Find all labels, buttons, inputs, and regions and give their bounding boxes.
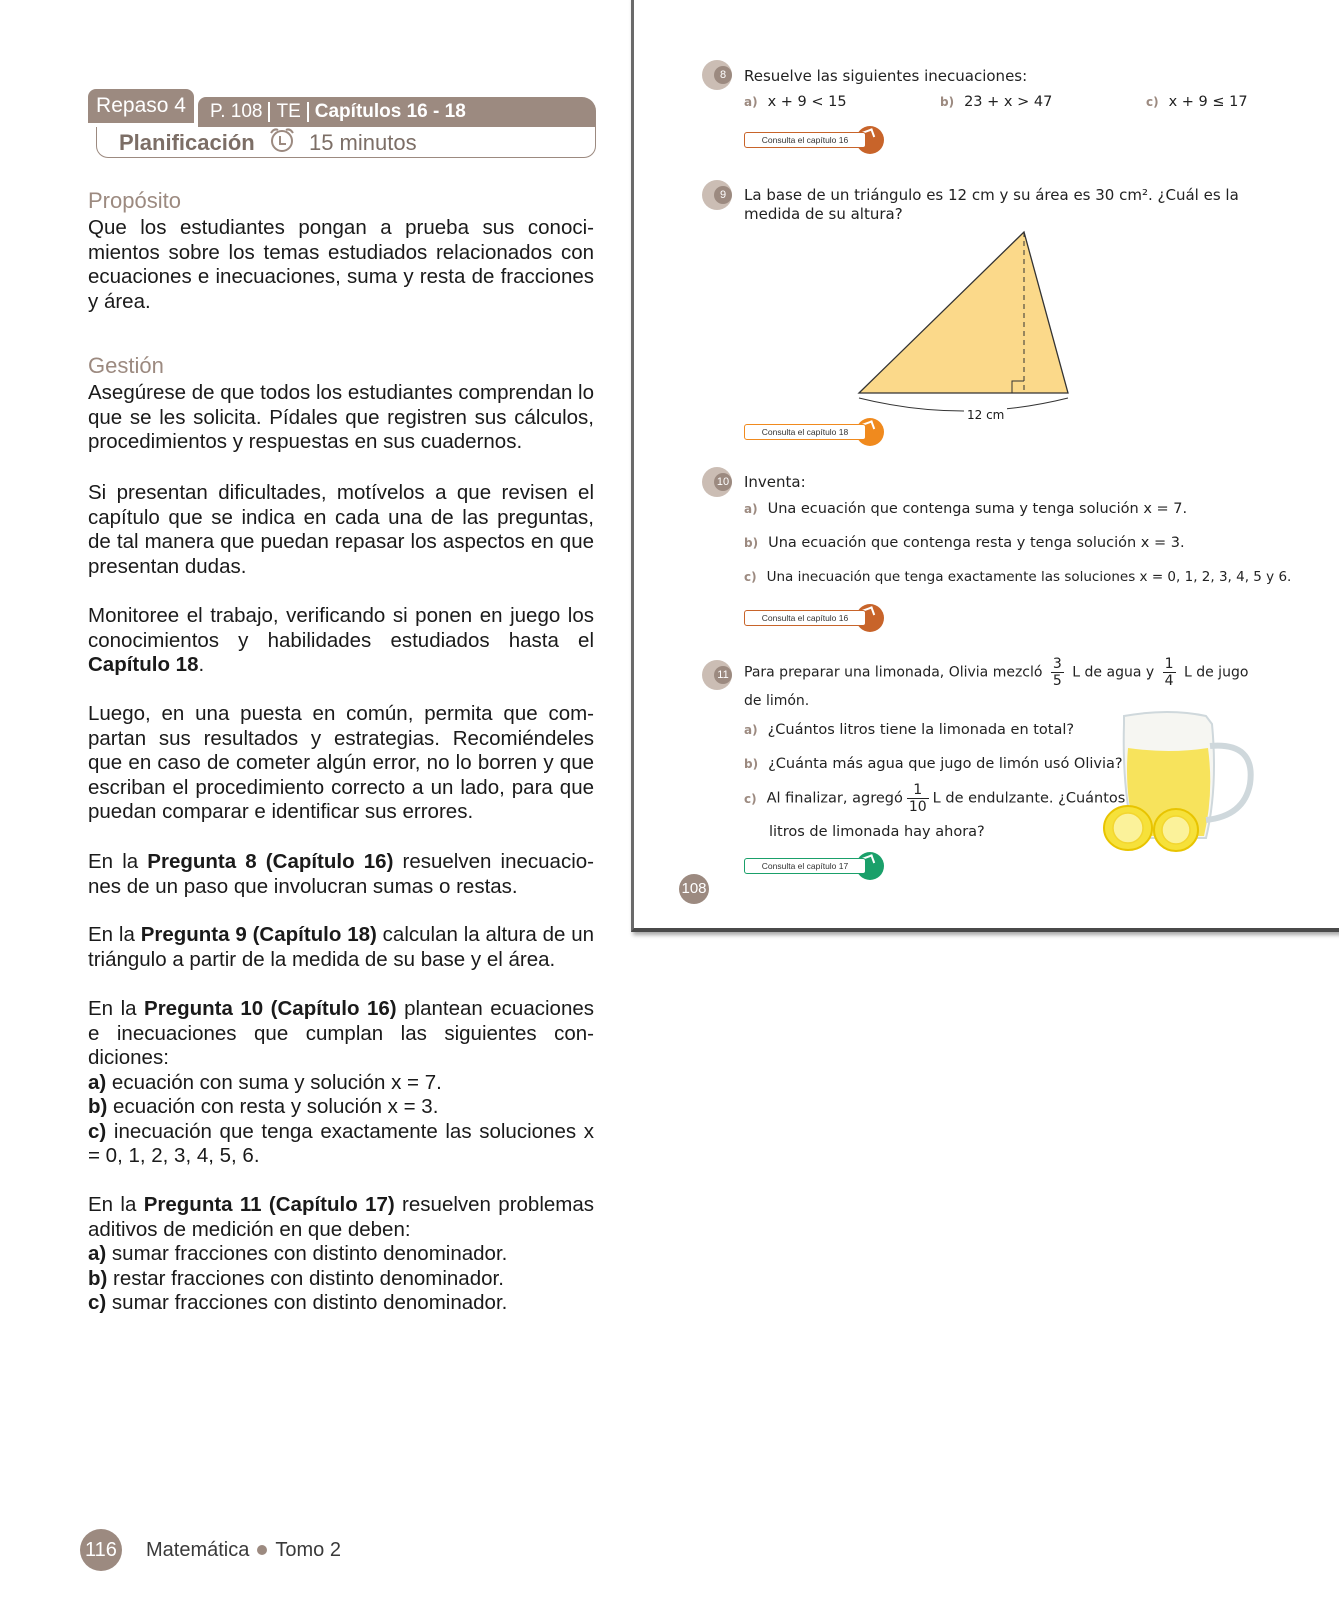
page-number: 116 (80, 1529, 122, 1571)
student-page-thumbnail (631, 0, 1339, 932)
question-number-11 (702, 660, 732, 690)
triangle-shape (859, 232, 1068, 393)
planning-bar (96, 127, 596, 158)
text: plantean ecuaciones e inecuaciones que cumplan las siguientes condiciones: (88, 997, 594, 1069)
item-letter: c) (744, 570, 757, 584)
bullet-dot (257, 1545, 267, 1555)
q9-text: La base de un triángulo es 12 cm y su área es 30 cm². ¿Cuál es la medida de su altura? (744, 186, 1239, 223)
volume: Tomo 2 (275, 1538, 341, 1561)
q10-item-a (744, 501, 1187, 517)
text: Monitoree el trabajo, verificando si ponen en juego los conocimientos y habilidades estudiados hasta el (88, 604, 594, 652)
item-text: sumar fracciones con distinto denominador. (106, 1291, 508, 1314)
footer-title (146, 1539, 341, 1562)
item-label: b) (88, 1266, 108, 1290)
gestion-title: Gestión (88, 353, 164, 378)
q11-item-a (744, 722, 1074, 738)
consulta-capitulo-18-badge (744, 422, 884, 442)
q11-text-line2: de limón. (744, 693, 810, 709)
item-label: b) (88, 1095, 108, 1118)
item-letter: a) (744, 723, 758, 737)
item-text: Una ecuación que contenga resta y tenga solución x = 3. (768, 535, 1185, 551)
denominator: 4 (1164, 673, 1174, 689)
denominator: 5 (1052, 673, 1062, 689)
item-label: c) (88, 1119, 107, 1143)
q10-text: Inventa: (744, 473, 806, 491)
chapter-header (88, 89, 596, 161)
subject: Matemática (146, 1538, 250, 1561)
item-letter: a) (744, 95, 758, 109)
bold-text: Pregunta 9 (Capítulo 18) (140, 923, 377, 946)
repaso-tab: Repaso 4 (88, 89, 194, 123)
fraction (907, 782, 929, 815)
q8-item-c (1146, 94, 1248, 110)
item-text: ¿Cuánta más agua que jugo de limón usó Olivia? (768, 756, 1123, 772)
text: resuelven problemas aditivos de medición en que deben: (88, 1193, 595, 1241)
fraction (1051, 656, 1064, 689)
item-letter: b) (744, 536, 759, 550)
text: En la (88, 923, 141, 946)
gestion-paragraph-6 (88, 923, 594, 972)
gestion-paragraph-5 (88, 850, 594, 899)
item-text: Al finalizar, agregó (766, 790, 903, 807)
consulta-label: Consulta el capítulo 16 (744, 132, 866, 148)
gestion-paragraph-8 (88, 1193, 594, 1316)
consulta-capitulo-16-badge (744, 130, 884, 150)
bold-text: Pregunta 11 (Capítulo 17) (143, 1193, 395, 1216)
bold-text: Pregunta 10 (Capítulo 16) (144, 997, 397, 1020)
consulta-capitulo-16-badge (744, 608, 884, 628)
text: resuelven inecuaciones de un paso que involucran sumas o restas. (88, 850, 594, 898)
item-text: L de endulzante. ¿Cuántos (932, 790, 1126, 807)
header-bar (198, 97, 596, 127)
separator (268, 102, 270, 122)
item-text: 23 + x > 47 (964, 94, 1053, 110)
item-letter: b) (940, 95, 955, 109)
bold-text: Capítulo 18 (88, 653, 199, 676)
lemonade-jug-illustration (1094, 708, 1264, 858)
text: En la (88, 1193, 144, 1216)
text: L de jugo (1183, 664, 1249, 681)
question-number-10 (702, 467, 732, 497)
item-text: sumar fracciones con distinto denominador. (106, 1242, 508, 1265)
q11-text (744, 656, 1248, 689)
numerator: 1 (907, 782, 929, 799)
text: Para preparar una limonada, Olivia mezcló (744, 664, 1043, 681)
item-label: a) (88, 1242, 107, 1265)
item-text: ¿Cuántos litros tiene la limonada en total? (767, 722, 1075, 738)
question-number-9 (702, 180, 732, 210)
q8-item-b (940, 94, 1052, 110)
numerator: 1 (1164, 656, 1174, 672)
gestion-paragraph-1: Asegúrese de que todos los estudiantes comprendan lo que se les solicita. Pídales que registren sus cálculos, procedimientos y respuestas en sus cuadernos. (88, 381, 595, 453)
te-label: TE (276, 101, 301, 122)
proposito-text: Que los estudiantes pongan a prueba sus conocimientos sobre los temas estudiados relacionados con ecuaciones e inecuaciones, suma y resta de fracciones y área. (88, 216, 594, 313)
q8-item-a (744, 94, 847, 110)
item-text: Una ecuación que contenga suma y tenga solución x = 7. (767, 501, 1188, 517)
item-letter: b) (744, 757, 759, 771)
text: En la (88, 997, 145, 1020)
q10-item-b (744, 535, 1185, 551)
consulta-label: Consulta el capítulo 16 (744, 610, 866, 626)
consulta-capitulo-17-badge (744, 856, 884, 876)
consulta-label: Consulta el capítulo 18 (744, 424, 866, 440)
numerator: 3 (1052, 656, 1062, 672)
plan-time: 15 minutos (308, 129, 417, 155)
base-label: 12 cm (964, 408, 1007, 422)
q8-text: Resuelve las siguientes inecuaciones: (744, 67, 1028, 85)
gestion-paragraph-4: Luego, en una puesta en común, permita que compartan sus resultados y estrategias. Recomiéndeles que en caso de cometer algún error, no lo borren y que escriban el procedimiento correcto a un lado, para que puedan comparar e identificar sus errores. (88, 702, 594, 823)
q11-item-c-line2: litros de limonada hay ahora? (769, 824, 985, 840)
number: 9 (714, 186, 732, 204)
q10-item-c (744, 569, 1291, 585)
item-letter: a) (744, 502, 758, 516)
text: L de agua y (1072, 664, 1155, 681)
text: En la (88, 850, 148, 873)
alarm-clock-icon (267, 127, 297, 161)
bold-text: Pregunta 8 (Capítulo 16) (147, 850, 394, 873)
lemon-slice (1162, 816, 1190, 844)
separator (307, 102, 309, 122)
item-text: Una inecuación que tenga exactamente las soluciones x = 0, 1, 2, 3, 4, 5 y 6. (766, 569, 1292, 585)
student-page-number: 108 (679, 874, 709, 904)
question-number-8 (702, 60, 732, 90)
page-ref: P. 108 (210, 101, 263, 122)
item-letter: c) (1146, 95, 1159, 109)
item-label: c) (88, 1291, 107, 1314)
lemon-slice (1113, 813, 1143, 843)
page-footer (80, 1530, 341, 1570)
item-letter: c) (744, 791, 757, 806)
item-text: restar fracciones con distinto denominador. (107, 1266, 504, 1290)
fraction (1163, 656, 1176, 689)
gestion-paragraph-3 (88, 604, 594, 678)
gestion-paragraph-2: Si presentan dificultades, motívelos a que revisen el capítulo que se indica en cada una de las preguntas, de tal manera que puedan repasar los aspectos en que presentan dudas. (88, 481, 594, 578)
number: 10 (714, 473, 732, 491)
denominator: 10 (908, 799, 927, 815)
number: 11 (714, 666, 732, 684)
q11-item-b (744, 756, 1123, 772)
item-text: ecuación con suma y solución x = 7. (106, 1070, 442, 1094)
chapters-label: Capítulos 16 - 18 (314, 101, 466, 122)
text: . (198, 653, 205, 676)
proposito-title: Propósito (88, 188, 181, 213)
text: calculan la altura de un triángulo a partir de la medida de su base y el área. (88, 923, 595, 971)
number: 8 (714, 66, 732, 84)
plan-title: Planificación (119, 129, 255, 155)
gestion-paragraph-7 (88, 997, 594, 1169)
item-text: inecuación que tenga exactamente las soluciones x = 0, 1, 2, 3, 4, 5, 6. (88, 1119, 594, 1167)
item-text: x + 9 ≤ 17 (1168, 94, 1248, 110)
triangle-figure (854, 228, 1084, 428)
item-text: x + 9 < 15 (767, 94, 847, 110)
consulta-label: Consulta el capítulo 17 (744, 858, 866, 874)
q11-item-c (744, 782, 1125, 815)
item-text: ecuación con resta y solución x = 3. (107, 1095, 439, 1118)
item-label: a) (88, 1070, 107, 1094)
